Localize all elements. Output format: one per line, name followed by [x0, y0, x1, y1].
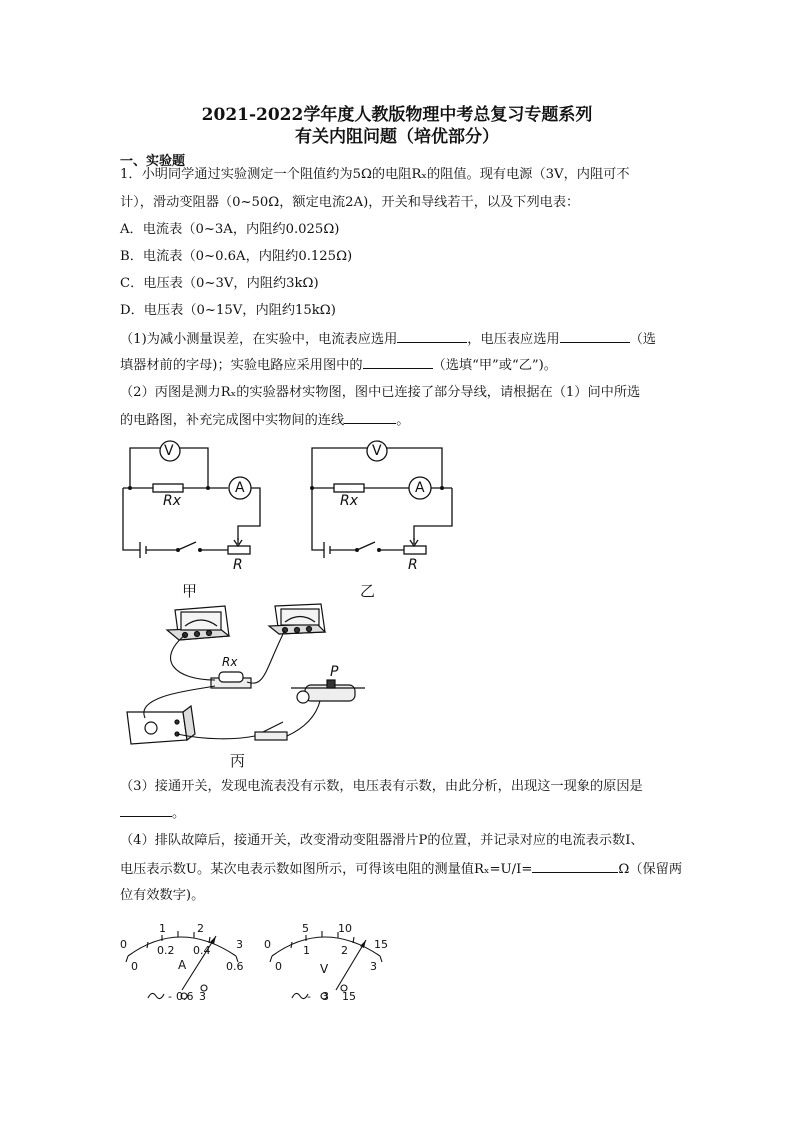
- part2-line2: 的电路图，补充完成图中实物间的连线 。: [120, 413, 410, 428]
- answer-blank[interactable]: [120, 804, 172, 817]
- figure-label-jia: 甲: [182, 582, 198, 600]
- tick-top: 1: [159, 922, 166, 935]
- circuit-diagram-jia: [118, 438, 263, 598]
- option-d: D．电压表（0~15V，内阻约15kΩ): [120, 303, 336, 318]
- tick-bottom: 1: [303, 944, 310, 957]
- page-title-line2: 有关内阻问题（培优部分）: [295, 127, 499, 147]
- part3-line1: （3）接通开关，发现电流表没有示数，电压表有示数，由此分析，出现这一现象的原因是: [120, 779, 643, 794]
- page-title-line1: 2021-2022学年度人教版物理中考总复习专题系列: [201, 105, 593, 125]
- option-a: A．电流表（0~3A，内阻约0.025Ω): [120, 222, 340, 237]
- terminal-label: 0.6: [176, 990, 194, 1003]
- apparatus-picture-bing: [115, 600, 375, 760]
- ammeter-symbol-label: A: [235, 480, 245, 496]
- answer-blank[interactable]: [532, 860, 618, 873]
- tick-bottom: 0.4: [193, 944, 211, 957]
- tick-top: 10: [338, 922, 352, 935]
- terminal-label: 15: [342, 990, 356, 1003]
- tick-bottom: 2: [341, 944, 348, 957]
- terminal-label: 3: [322, 990, 329, 1003]
- part2-line1: （2）丙图是测力Rₓ的实验器材实物图，图中已连接了部分导线，请根据在（1）问中所选: [120, 385, 641, 400]
- tick-bottom: 3: [370, 960, 377, 973]
- part4-line2: 电压表示数U。某次电表示数如图所示，可得该电阻的测量值Rₓ=U/I= Ω（保留两: [120, 862, 683, 877]
- tick-bottom: 0: [131, 960, 138, 973]
- rx-label: Rx: [222, 655, 238, 669]
- answer-blank[interactable]: [363, 356, 433, 369]
- voltmeter-unit-label: V: [320, 962, 329, 976]
- ammeter-unit-label: A: [178, 958, 187, 972]
- voltmeter-symbol-label: V: [372, 443, 382, 459]
- tick-top: 15: [374, 938, 388, 951]
- tick-bottom: 0: [275, 960, 282, 973]
- tick-top: 0: [264, 938, 271, 951]
- terminal-label: -: [168, 990, 172, 1003]
- question-text: 计），滑动变阻器（0~50Ω，额定电流2A)，开关和导线若干，以及下列电表：: [120, 195, 580, 210]
- part1-line2: 填器材前的字母)；实验电路应采用图中的 （选填“甲”或“乙”)。: [120, 358, 557, 373]
- slider-p-label: P: [330, 664, 339, 680]
- option-c: C．电压表（0~3V，内阻约3kΩ): [120, 276, 319, 291]
- part3-line2: 。: [120, 804, 185, 823]
- terminal-label: -: [307, 990, 311, 1003]
- rx-label: Rx: [340, 493, 359, 509]
- ammeter-symbol-label: A: [415, 480, 425, 496]
- part4-line1: （4）排队故障后，接通开关，改变滑动变阻器滑片P的位置，并记录对应的电流表示数I、: [120, 833, 644, 848]
- figure-label-yi: 乙: [360, 582, 376, 600]
- answer-blank[interactable]: [560, 330, 630, 343]
- tick-bottom: 0.6: [226, 960, 244, 973]
- section-heading: 一、实验题: [120, 154, 186, 169]
- tick-top: 5: [302, 922, 309, 935]
- part4-line3: 位有效数字)。: [120, 888, 205, 903]
- option-b: B．电流表（0~0.6A，内阻约0.125Ω): [120, 249, 353, 264]
- circuit-diagram-yi: [302, 438, 462, 598]
- voltmeter-symbol-label: V: [164, 443, 174, 459]
- question-text: 1．小明同学通过实验测定一个阻值约为5Ω的电阻Rₓ的阻值。现有电源（3V，内阻可不: [120, 167, 630, 182]
- tick-bottom: 0.2: [157, 944, 175, 957]
- figure-label-bing: 丙: [230, 752, 246, 770]
- rheostat-label: R: [233, 557, 243, 573]
- tick-top: 3: [236, 938, 243, 951]
- answer-blank[interactable]: [344, 411, 396, 424]
- tick-top: 0: [120, 938, 127, 951]
- rx-label: Rx: [163, 493, 182, 509]
- terminal-label: 3: [199, 990, 206, 1003]
- tick-top: 2: [197, 922, 204, 935]
- answer-blank[interactable]: [397, 330, 467, 343]
- part1-line1: （1)为减小测量误差，在实验中，电流表应选用 ，电压表应选用 （选: [120, 332, 656, 347]
- rheostat-label: R: [408, 557, 418, 573]
